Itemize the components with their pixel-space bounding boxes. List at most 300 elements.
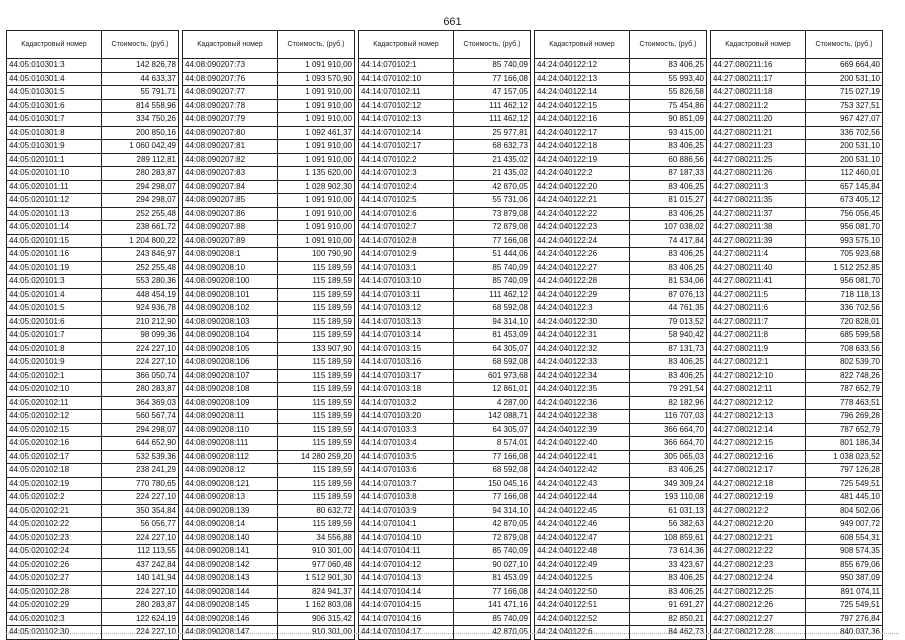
cadastral-number-cell: 44:24:040122:6 <box>535 626 630 640</box>
table-row <box>359 464 531 478</box>
cadastral-number-cell: 44:27:080212:14 <box>711 423 806 437</box>
cadastral-number-cell: 44:08:090207:80 <box>183 126 278 140</box>
cadastral-number-cell: 44:24:040122:42 <box>535 464 630 478</box>
cost-cell: 243 846,97 <box>102 248 179 262</box>
table-row <box>711 477 883 491</box>
cost-cell: 12 861,01 <box>454 383 531 397</box>
table-row <box>535 72 707 86</box>
cost-cell: 98 099,36 <box>102 329 179 343</box>
cost-cell: 42 870,05 <box>454 518 531 532</box>
table-row <box>183 221 355 235</box>
table-row <box>535 437 707 451</box>
table-row <box>183 59 355 73</box>
table-row <box>711 275 883 289</box>
table-row <box>7 59 179 73</box>
cadastral-number-cell: 44:24:040122:29 <box>535 288 630 302</box>
cost-cell: 58 940,42 <box>630 329 707 343</box>
cost-cell: 224 227,10 <box>102 491 179 505</box>
cadastral-number-cell: 44:08:090207:85 <box>183 194 278 208</box>
cadastral-number-cell: 44:27:080212:10 <box>711 369 806 383</box>
cost-cell: 200 531,10 <box>806 153 883 167</box>
cost-cell: 115 189,59 <box>278 315 355 329</box>
cadastral-number-cell: 44:14:070102:14 <box>359 126 454 140</box>
cadastral-number-cell: 44:05:020101:10 <box>7 167 102 181</box>
table-row <box>711 126 883 140</box>
table-row <box>7 612 179 626</box>
cost-cell: 608 554,31 <box>806 531 883 545</box>
cadastral-number-cell: 44:14:070104:17 <box>359 626 454 640</box>
cadastral-number-cell: 44:24:040122:30 <box>535 315 630 329</box>
cadastral-number-cell: 44:27:080212:13 <box>711 410 806 424</box>
cost-cell: 1 028 902,30 <box>278 180 355 194</box>
cadastral-number-cell: 44:14:070103:1 <box>359 261 454 275</box>
cadastral-number-cell: 44:27:080211:20 <box>711 113 806 127</box>
cadastral-number-cell: 44:24:040122:33 <box>535 356 630 370</box>
cost-cell: 4 287,00 <box>454 396 531 410</box>
cadastral-number-cell: 44:08:090208:12 <box>183 464 278 478</box>
cadastral-number-cell: 44:27:080211:26 <box>711 167 806 181</box>
cost-cell: 115 189,59 <box>278 275 355 289</box>
cadastral-number-cell: 44:08:090208:107 <box>183 369 278 383</box>
cost-cell: 83 406,25 <box>630 356 707 370</box>
cost-cell: 115 189,59 <box>278 518 355 532</box>
cadastral-table-4 <box>534 30 707 640</box>
table-row <box>711 423 883 437</box>
cadastral-number-cell: 44:27:080211:17 <box>711 72 806 86</box>
cadastral-number-cell: 44:08:090208:146 <box>183 612 278 626</box>
cost-cell: 73 614,36 <box>630 545 707 559</box>
header-row <box>7 31 179 59</box>
cadastral-number-cell: 44:27:080212:2 <box>711 504 806 518</box>
cadastral-number-cell: 44:24:040122:15 <box>535 99 630 113</box>
table-row <box>535 99 707 113</box>
cost-cell: 81 453,09 <box>454 329 531 343</box>
cadastral-number-cell: 44:05:020102:29 <box>7 599 102 613</box>
table-row <box>7 504 179 518</box>
cost-cell: 115 189,59 <box>278 491 355 505</box>
cost-cell: 111 462,12 <box>454 288 531 302</box>
cadastral-number-cell: 44:08:090208:103 <box>183 315 278 329</box>
cost-cell: 977 060,48 <box>278 558 355 572</box>
table-row <box>183 504 355 518</box>
cadastral-number-cell: 44:27:080212:15 <box>711 437 806 451</box>
cadastral-number-cell: 44:05:020101:14 <box>7 221 102 235</box>
cost-cell: 142 826,78 <box>102 59 179 73</box>
cadastral-number-cell: 44:05:020101:8 <box>7 342 102 356</box>
cadastral-number-cell: 44:27:080211:21 <box>711 126 806 140</box>
cadastral-number-cell: 44:05:010301:9 <box>7 140 102 154</box>
cadastral-number-cell: 44:27:080212:27 <box>711 612 806 626</box>
cadastral-number-cell: 44:27:080211:37 <box>711 207 806 221</box>
cost-cell: 840 037,36 <box>806 626 883 640</box>
table-row <box>535 153 707 167</box>
cadastral-number-cell: 44:05:020102:27 <box>7 572 102 586</box>
table-row <box>359 140 531 154</box>
cost-cell: 55 826,58 <box>630 86 707 100</box>
table-row <box>711 221 883 235</box>
cadastral-number-cell: 44:14:070104:13 <box>359 572 454 586</box>
cadastral-number-cell: 44:27:080212:11 <box>711 383 806 397</box>
cadastral-number-cell: 44:14:070102:9 <box>359 248 454 262</box>
table-row <box>359 396 531 410</box>
table-row <box>183 302 355 316</box>
cadastral-number-cell: 44:14:070103:12 <box>359 302 454 316</box>
table-row <box>183 180 355 194</box>
cadastral-number-cell: 44:08:090208:102 <box>183 302 278 316</box>
table-row <box>183 153 355 167</box>
cost-cell: 21 435,02 <box>454 153 531 167</box>
cadastral-number-cell: 44:08:090207:89 <box>183 234 278 248</box>
table-row <box>535 450 707 464</box>
cadastral-number-cell: 44:14:070103:18 <box>359 383 454 397</box>
cadastral-number-cell: 44:05:020102:30 <box>7 626 102 640</box>
cost-cell: 81 534,06 <box>630 275 707 289</box>
cost-cell: 448 454,19 <box>102 288 179 302</box>
table-row <box>7 86 179 100</box>
table-row <box>359 491 531 505</box>
table-row <box>359 545 531 559</box>
cost-cell: 68 592,08 <box>454 356 531 370</box>
cadastral-number-cell: 44:08:090208:121 <box>183 477 278 491</box>
table-row <box>359 356 531 370</box>
cadastral-number-cell: 44:05:020102:10 <box>7 383 102 397</box>
cadastral-number-cell: 44:08:090208:108 <box>183 383 278 397</box>
cost-cell: 8 574,01 <box>454 437 531 451</box>
cost-cell: 1 512 252,85 <box>806 261 883 275</box>
table-row <box>359 383 531 397</box>
cadastral-number-cell: 44:14:070102:6 <box>359 207 454 221</box>
cost-cell: 1 092 461,37 <box>278 126 355 140</box>
table-row <box>535 342 707 356</box>
table-row <box>7 302 179 316</box>
cost-cell: 1 060 042,49 <box>102 140 179 154</box>
table-row <box>711 558 883 572</box>
cadastral-number-cell: 44:08:090208:1 <box>183 248 278 262</box>
header-row <box>183 31 355 59</box>
cost-cell: 814 558,96 <box>102 99 179 113</box>
cadastral-number-cell: 44:05:020102:28 <box>7 585 102 599</box>
cost-cell: 51 444,06 <box>454 248 531 262</box>
cadastral-number-cell: 44:24:040122:51 <box>535 599 630 613</box>
cadastral-number-cell: 44:14:070104:1 <box>359 518 454 532</box>
cost-cell: 115 189,59 <box>278 477 355 491</box>
cost-cell: 715 027,19 <box>806 86 883 100</box>
cadastral-number-cell: 44:27:080211:8 <box>711 329 806 343</box>
cost-cell: 770 780,65 <box>102 477 179 491</box>
cadastral-number-cell: 44:24:040122:18 <box>535 140 630 154</box>
cost-cell: 112 460,01 <box>806 167 883 181</box>
cadastral-number-cell: 44:27:080211:2 <box>711 99 806 113</box>
table-row <box>7 585 179 599</box>
cadastral-number-cell: 44:08:090208:147 <box>183 626 278 640</box>
cost-cell: 115 189,59 <box>278 383 355 397</box>
cost-cell: 77 166,08 <box>454 450 531 464</box>
cost-cell: 336 702,56 <box>806 126 883 140</box>
cadastral-number-cell: 44:14:070104:15 <box>359 599 454 613</box>
cadastral-number-cell: 44:24:040122:16 <box>535 113 630 127</box>
table-row <box>359 518 531 532</box>
cadastral-number-cell: 44:08:090207:73 <box>183 59 278 73</box>
cost-cell: 366 664,70 <box>630 423 707 437</box>
cost-cell: 81 453,09 <box>454 572 531 586</box>
cadastral-number-cell: 44:24:040122:47 <box>535 531 630 545</box>
cadastral-number-cell: 44:27:080212:1 <box>711 356 806 370</box>
table-row <box>711 180 883 194</box>
cadastral-number-cell: 44:05:010301:6 <box>7 99 102 113</box>
cost-cell: 85 740,09 <box>454 261 531 275</box>
table-row <box>711 167 883 181</box>
table-row <box>7 477 179 491</box>
cadastral-number-cell: 44:24:040122:23 <box>535 221 630 235</box>
cost-cell: 77 166,08 <box>454 234 531 248</box>
table-row <box>711 450 883 464</box>
cadastral-number-cell: 44:27:080212:26 <box>711 599 806 613</box>
cost-cell: 75 454,86 <box>630 99 707 113</box>
cadastral-number-cell: 44:05:020101:6 <box>7 315 102 329</box>
cadastral-number-cell: 44:27:080212:25 <box>711 585 806 599</box>
cadastral-number-cell: 44:24:040122:22 <box>535 207 630 221</box>
cost-cell: 280 283,87 <box>102 383 179 397</box>
cost-cell: 601 973,68 <box>454 369 531 383</box>
cadastral-table-2 <box>182 30 355 640</box>
table-row <box>7 423 179 437</box>
cadastral-number-cell: 44:24:040122:48 <box>535 545 630 559</box>
table-row <box>359 302 531 316</box>
table-row <box>535 207 707 221</box>
cadastral-number-cell: 44:08:090207:88 <box>183 221 278 235</box>
cadastral-number-cell: 44:14:070102:3 <box>359 167 454 181</box>
cost-cell: 366 050,74 <box>102 369 179 383</box>
cost-cell: 532 539,36 <box>102 450 179 464</box>
table-row <box>7 437 179 451</box>
table-row <box>183 275 355 289</box>
cost-cell: 83 406,25 <box>630 572 707 586</box>
cost-cell: 824 941,37 <box>278 585 355 599</box>
cadastral-number-cell: 44:14:070102:5 <box>359 194 454 208</box>
table-row <box>535 572 707 586</box>
table-row <box>359 99 531 113</box>
cadastral-number-cell: 44:08:090207:79 <box>183 113 278 127</box>
cost-cell: 79 013,52 <box>630 315 707 329</box>
table-row <box>711 113 883 127</box>
table-row <box>7 396 179 410</box>
table-row <box>7 113 179 127</box>
table-row <box>711 99 883 113</box>
cadastral-number-cell: 44:14:070102:2 <box>359 153 454 167</box>
cadastral-number-cell: 44:08:090208:106 <box>183 356 278 370</box>
table-row <box>535 356 707 370</box>
cost-cell: 908 574,35 <box>806 545 883 559</box>
cadastral-number-cell: 44:05:020102:2 <box>7 491 102 505</box>
table-row <box>7 369 179 383</box>
cost-cell: 1 091 910,00 <box>278 207 355 221</box>
table-row <box>7 288 179 302</box>
table-row <box>535 396 707 410</box>
table-row <box>183 248 355 262</box>
cost-cell: 73 879,08 <box>454 207 531 221</box>
table-row <box>535 261 707 275</box>
table-row <box>359 585 531 599</box>
table-row <box>535 491 707 505</box>
cadastral-number-cell: 44:05:020101:15 <box>7 234 102 248</box>
cost-cell: 1 091 910,00 <box>278 153 355 167</box>
table-row <box>359 612 531 626</box>
cost-cell: 797 126,28 <box>806 464 883 478</box>
table-row <box>7 153 179 167</box>
cost-cell: 83 406,25 <box>630 59 707 73</box>
cadastral-number-cell: 44:05:010301:4 <box>7 72 102 86</box>
page-bottom-edge <box>6 633 899 635</box>
cost-cell: 44 633,37 <box>102 72 179 86</box>
cadastral-number-cell: 44:05:020102:12 <box>7 410 102 424</box>
cadastral-number-cell: 44:24:040122:2 <box>535 167 630 181</box>
table-row <box>535 558 707 572</box>
cadastral-number-cell: 44:05:020102:24 <box>7 545 102 559</box>
cadastral-number-cell: 44:24:040122:28 <box>535 275 630 289</box>
cadastral-table-1 <box>6 30 179 640</box>
cost-cell: 115 189,59 <box>278 302 355 316</box>
cadastral-number-cell: 44:27:080211:18 <box>711 86 806 100</box>
cost-cell: 804 502,06 <box>806 504 883 518</box>
cost-cell: 200 531,10 <box>806 72 883 86</box>
cost-cell: 55 731,06 <box>454 194 531 208</box>
cadastral-number-cell: 44:14:070104:11 <box>359 545 454 559</box>
cost-cell: 64 305,07 <box>454 342 531 356</box>
cost-cell: 1 093 570,90 <box>278 72 355 86</box>
cadastral-number-cell: 44:08:090207:84 <box>183 180 278 194</box>
cost-cell: 949 007,72 <box>806 518 883 532</box>
cadastral-number-cell: 44:05:020101:11 <box>7 180 102 194</box>
cost-cell: 56 382,63 <box>630 518 707 532</box>
cadastral-number-cell: 44:27:080211:16 <box>711 59 806 73</box>
cost-cell: 1 091 910,00 <box>278 140 355 154</box>
table-row <box>711 356 883 370</box>
cadastral-number-cell: 44:14:070103:2 <box>359 396 454 410</box>
table-row <box>711 599 883 613</box>
table-row <box>535 221 707 235</box>
cost-cell: 705 923,68 <box>806 248 883 262</box>
table-row <box>183 531 355 545</box>
table-row <box>535 194 707 208</box>
cost-cell: 87 187,33 <box>630 167 707 181</box>
cost-cell: 718 118,13 <box>806 288 883 302</box>
table-row <box>359 234 531 248</box>
table-row <box>535 531 707 545</box>
table-row <box>359 315 531 329</box>
table-row <box>535 275 707 289</box>
table-row <box>359 342 531 356</box>
table-row <box>711 464 883 478</box>
cost-cell: 334 750,26 <box>102 113 179 127</box>
cadastral-number-cell: 44:05:020102:23 <box>7 531 102 545</box>
cadastral-number-cell: 44:24:040122:40 <box>535 437 630 451</box>
cost-cell: 115 189,59 <box>278 410 355 424</box>
cost-cell: 1 091 910,00 <box>278 194 355 208</box>
table-row <box>183 545 355 559</box>
table-row <box>711 315 883 329</box>
cadastral-number-cell: 44:27:080212:17 <box>711 464 806 478</box>
cadastral-number-cell: 44:14:070103:6 <box>359 464 454 478</box>
cost-cell: 133 907,90 <box>278 342 355 356</box>
cost-cell: 83 406,25 <box>630 585 707 599</box>
table-row <box>535 599 707 613</box>
cadastral-number-cell: 44:24:040122:50 <box>535 585 630 599</box>
table-row <box>7 140 179 154</box>
table-row <box>7 342 179 356</box>
cost-cell: 252 255,48 <box>102 207 179 221</box>
cost-cell: 68 592,08 <box>454 302 531 316</box>
cost-cell: 115 189,59 <box>278 288 355 302</box>
cost-cell: 107 038,02 <box>630 221 707 235</box>
table-row <box>183 612 355 626</box>
cost-cell: 82 182,96 <box>630 396 707 410</box>
cost-cell: 84 462,73 <box>630 626 707 640</box>
table-row <box>7 315 179 329</box>
table-row <box>359 450 531 464</box>
cadastral-number-cell: 44:27:080211:3 <box>711 180 806 194</box>
table-row <box>711 59 883 73</box>
cadastral-number-cell: 44:27:080211:23 <box>711 140 806 154</box>
table-row <box>183 288 355 302</box>
cost-cell: 82 850,21 <box>630 612 707 626</box>
table-row <box>7 383 179 397</box>
table-row <box>183 464 355 478</box>
table-row <box>711 383 883 397</box>
cadastral-number-cell: 44:08:090207:77 <box>183 86 278 100</box>
cost-cell: 252 255,48 <box>102 261 179 275</box>
cost-cell: 142 088,71 <box>454 410 531 424</box>
table-row <box>183 113 355 127</box>
cost-cell: 1 204 800,22 <box>102 234 179 248</box>
cost-cell: 115 189,59 <box>278 423 355 437</box>
cadastral-number-cell: 44:05:020102:3 <box>7 612 102 626</box>
cadastral-number-cell: 44:24:040122:26 <box>535 248 630 262</box>
cost-cell: 950 387,09 <box>806 572 883 586</box>
column-header-cadastral-number: Кадастровый номер <box>359 31 454 59</box>
cost-cell: 1 038 023,52 <box>806 450 883 464</box>
table-row <box>183 450 355 464</box>
cadastral-number-cell: 44:08:090208:104 <box>183 329 278 343</box>
table-row <box>359 288 531 302</box>
cadastral-number-cell: 44:08:090208:100 <box>183 275 278 289</box>
cadastral-number-cell: 44:05:020102:15 <box>7 423 102 437</box>
cost-cell: 193 110,08 <box>630 491 707 505</box>
cadastral-number-cell: 44:24:040122:38 <box>535 410 630 424</box>
cadastral-number-cell: 44:24:040122:35 <box>535 383 630 397</box>
table-row <box>359 369 531 383</box>
cadastral-number-cell: 44:14:070103:17 <box>359 369 454 383</box>
table-row <box>183 518 355 532</box>
table-row <box>711 531 883 545</box>
table-row <box>7 531 179 545</box>
cost-cell: 685 599,58 <box>806 329 883 343</box>
page-number: 661 <box>443 16 462 28</box>
cost-cell: 85 740,09 <box>454 612 531 626</box>
cost-cell: 90 027,10 <box>454 558 531 572</box>
cadastral-number-cell: 44:05:020102:1 <box>7 369 102 383</box>
table-row <box>535 410 707 424</box>
cost-cell: 802 539,70 <box>806 356 883 370</box>
cadastral-number-cell: 44:27:080211:4 <box>711 248 806 262</box>
cost-cell: 42 870,05 <box>454 180 531 194</box>
cadastral-number-cell: 44:14:070102:11 <box>359 86 454 100</box>
cost-cell: 725 549,51 <box>806 477 883 491</box>
cadastral-number-cell: 44:24:040122:52 <box>535 612 630 626</box>
cost-cell: 224 227,10 <box>102 342 179 356</box>
table-row <box>183 315 355 329</box>
table-row <box>183 234 355 248</box>
table-row <box>183 491 355 505</box>
